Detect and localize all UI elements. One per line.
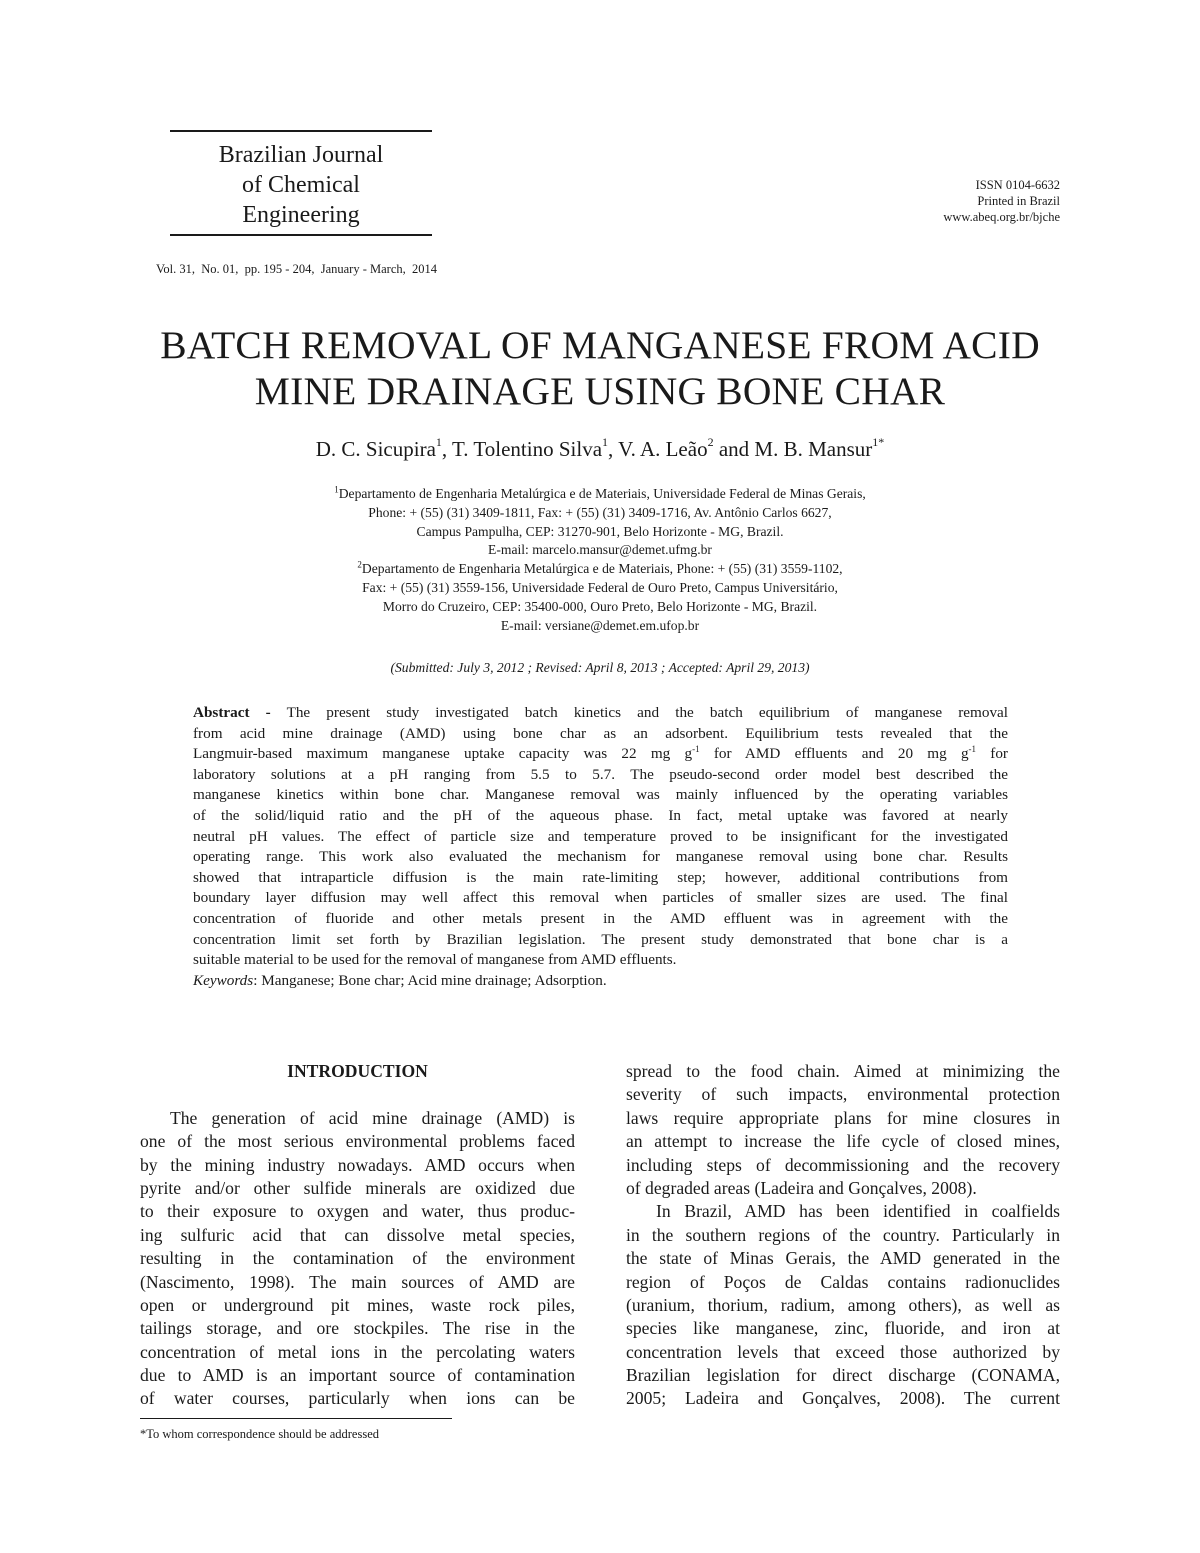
author-name: V. A. Leão [618,437,708,461]
affil-mark: 2 [357,559,362,570]
section-heading: INTRODUCTION [287,1061,428,1081]
abstract-line: boundary layer diffusion may well affect this removal when particles of smaller sizes are used. The final [193,889,1008,907]
abstract-line: showed that intraparticle diffusion is the main rate-limiting step; however, additional contributions from [193,868,1008,886]
abstract-text: The present study investigated batch kinetics and the batch equilibrium of manganese removal [286,704,1009,721]
body-line: region of Poços de Caldas contains radionuclides [626,1271,1060,1292]
journal-name-line: Engineering [242,202,360,228]
journal-bottom-rule [170,234,432,236]
affiliation-line [150,485,1050,504]
journal-top-rule [170,130,432,132]
abstract-line: from acid mine drainage (AMD) using bone char as an adsorbent. Equilibrium tests revealed that the [193,724,1008,742]
abstract-line: concentration limit set forth by Brazilian legislation. The present study demonstrated that bone char is a [193,930,1008,948]
abstract-line [193,703,1008,724]
body-line: The generation of acid mine drainage (AMD) is [170,1107,575,1128]
affil-mark: 1 [334,484,339,495]
body-line: spread to the food chain. Aimed at minimizing the [626,1061,1060,1081]
body-line: due to AMD is an important source of contamination [140,1365,575,1386]
abstract-line: manganese kinetics within bone char. Manganese removal was mainly influenced by the operating variables [193,786,1008,804]
body-line: laws require appropriate plans for mine closures in [626,1107,1060,1128]
body-line: by the mining industry nowadays. AMD occurs when [140,1154,575,1175]
keywords-label: Keywords [193,971,254,989]
abstract-line [193,744,1008,765]
affiliation-email: E-mail: versiane@demet.em.ufop.br [500,617,700,633]
author-affil-mark: 1 [602,435,609,449]
body-line: of degraded areas (Ladeira and Gonçalves, 2008). [626,1177,977,1198]
journal-website: www.abeq.org.br/bjche [943,210,1060,224]
body-line: ing sulfuric acid that can dissolve metal species, [140,1224,575,1245]
body-line: pyrite and/or other sulfide minerals are oxidized due [140,1177,575,1198]
body-line: 2005; Ladeira and Gonçalves, 2008). The current [626,1388,1060,1409]
keywords [193,971,1008,992]
author-name: D. C. Sicupira [315,437,436,461]
left-column [140,1060,575,1411]
body-line: the state of Minas Gerais, the AMD generated in the [626,1248,1060,1269]
footnote-rule [140,1418,452,1419]
abstract-line: operating range. This work also evaluated the mechanism for manganese removal using bone char. Results [193,848,1008,866]
author-affil-mark: 2 [707,435,714,449]
body-line: (uranium, thorium, radium, among others), as well as [626,1294,1060,1315]
abstract-label: Abstract - [193,704,271,721]
abstract-line: suitable material to be used for the removal of manganese from AMD effluents. [193,951,677,969]
abstract [193,703,1008,991]
author-affil-mark: 1* [872,435,885,449]
submission-dates: (Submitted: July 3, 2012 ; Revised: April 8, 2013 ; Accepted: April 29, 2013) [390,660,810,675]
affiliation-line: Campus Pampulha, CEP: 31270-901, Belo Horizonte - MG, Brazil. [416,523,784,539]
journal-name-line: of Chemical [242,172,360,198]
printed-in: Printed in Brazil [977,194,1060,208]
author-sep: , [608,437,619,461]
affiliation-line: Phone: + (55) (31) 3409-1811, Fax: + (55) (31) 3409-1716, Av. Antônio Carlos 6627, [368,504,832,520]
body-line: to their exposure to oxygen and water, thus produc- [140,1201,575,1222]
body-line: species like manganese, zinc, fluoride, and iron at [626,1318,1060,1339]
abstract-text: Langmuir-based maximum manganese uptake capacity was 22 mg g [193,745,693,763]
body-line: concentration levels that exceed those authorized by [626,1341,1060,1362]
author-affil-mark: 1 [435,435,442,449]
affiliation-email: E-mail: marcelo.mansur@demet.ufmg.br [488,542,712,558]
affiliation-line [150,560,1050,579]
keywords-text: : Manganese; Bone char; Acid mine drainage; Adsorption. [253,971,607,989]
body-line: concentration of metal ions in the percolating waters [140,1341,575,1362]
body-line: tailings storage, and ore stockpiles. The rise in the [140,1318,575,1339]
body-line: one of the most serious environmental problems faced [140,1131,575,1152]
issn: ISSN 0104-6632 [975,178,1060,192]
body-line: In Brazil, AMD has been identified in coalfields [656,1201,1060,1222]
affiliations [150,485,1050,635]
affiliation-line: Fax: + (55) (31) 3559-156, Universidade Federal de Ouro Preto, Campus Universitário, [362,579,838,595]
journal-name-line: Brazilian Journal [218,142,384,168]
issn-block [943,177,1060,225]
abstract-line: neutral pH values. The effect of particle size and temperature proved to be insignificant for the investigated [193,827,1008,845]
body-line: including steps of decommissioning and the recovery [626,1154,1060,1175]
footnote: *To whom correspondence should be addressed [140,1427,379,1441]
right-column [626,1060,1060,1411]
body-line: in the southern regions of the country. Particularly in [626,1224,1060,1245]
body-line: an attempt to increase the life cycle of closed mines, [626,1131,1060,1152]
author-list [100,437,1100,462]
abstract-line: of the solid/liquid ratio and the pH of the aqueous phase. In fact, metal uptake was favored at nearly [193,806,1008,824]
title-line: BATCH REMOVAL OF MANGANESE FROM ACID [160,323,1040,367]
abstract-line: laboratory solutions at a pH ranging from 5.5 to 5.7. The pseudo-second order model best described the [193,765,1008,783]
body-line: severity of such impacts, environmental protection [626,1084,1060,1105]
author-name: T. Tolentino Silva [452,437,603,461]
article-title [100,322,1100,414]
author-sep: and [713,437,755,461]
body-line: resulting in the contamination of the environment [140,1248,575,1269]
body-line: (Nascimento, 1998). The main sources of AMD are [140,1271,575,1292]
abstract-line: concentration of fluoride and other metals present in the AMD effluent was in agreement with the [193,909,1008,927]
affiliation-text: Departamento de Engenharia Metalúrgica e de Materiais, Universidade Federal de Minas Gerais, [338,486,866,501]
body-line: Brazilian legislation for direct discharge (CONAMA, [626,1365,1060,1386]
title-line: MINE DRAINAGE USING BONE CHAR [254,369,946,413]
body-line: open or underground pit mines, waste rock piles, [140,1294,575,1315]
unit-exponent: -1 [692,744,700,755]
journal-name [170,140,432,230]
unit-exponent: -1 [968,744,977,755]
author-name: M. B. Mansur [754,437,873,461]
affiliation-text: Departamento de Engenharia Metalúrgica e de Materiais, Phone: + (55) (31) 3559-1102, [361,561,843,577]
body-line: of water courses, particularly when ions can be [140,1388,575,1409]
affiliation-line: Morro do Cruzeiro, CEP: 35400-000, Ouro Preto, Belo Horizonte - MG, Brazil. [382,598,818,614]
abstract-text: for AMD effluents and 20 mg g [699,745,969,763]
volume-line: Vol. 31, No. 01, pp. 195 - 204, January - March, 2014 [156,262,437,276]
abstract-text: for [976,745,1008,763]
author-sep: , [441,437,453,461]
